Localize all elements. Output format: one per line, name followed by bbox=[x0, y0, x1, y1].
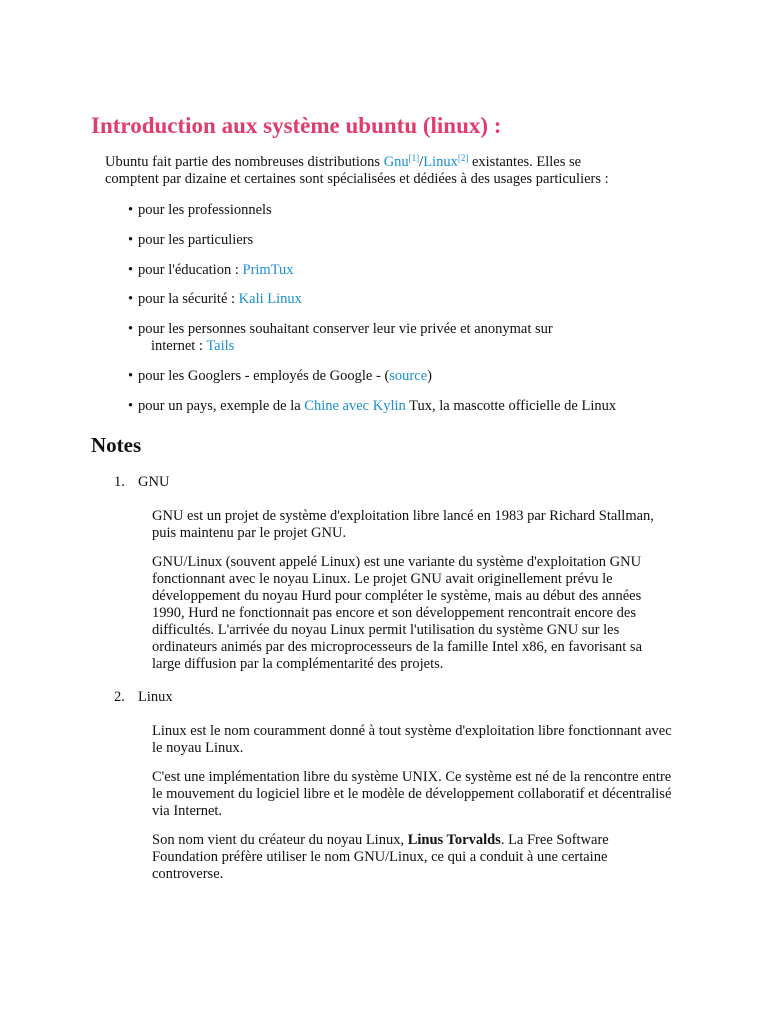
bullet-icon: • bbox=[128, 202, 134, 218]
note-number: 2. bbox=[114, 689, 125, 705]
list-item: • pour l'éducation : PrimTux bbox=[128, 262, 294, 278]
list-item: • pour la sécurité : Kali Linux bbox=[128, 291, 302, 307]
linux-link[interactable]: Linux bbox=[423, 154, 458, 170]
note-1-heading bbox=[114, 474, 169, 491]
gnu-link[interactable]: Gnu bbox=[383, 154, 409, 170]
list-item-continuation: internet : Tails bbox=[151, 338, 235, 354]
slash-text: / bbox=[419, 154, 424, 170]
intro-text: Ubuntu fait partie des nombreuses distributions bbox=[105, 154, 384, 170]
note-2-paragraph-3: Son nom vient du créateur du noyau Linux, Linus Torvalds. La Free Software Foundation préfère utiliser le nom GNU/Linux, ce qui a conduit à une certaine controverse. bbox=[152, 832, 609, 882]
list-item: • pour les personnes souhaitant conserver leur vie privée et anonymat sur internet : Tails bbox=[128, 321, 668, 355]
kali-linux-link[interactable]: Kali Linux bbox=[238, 291, 302, 307]
bullet-icon: • bbox=[128, 321, 134, 337]
note-1-paragraph-1: GNU est un projet de système d'exploitation libre lancé en 1983 par Richard Stallman, puis maintenu par le projet GNU. bbox=[152, 508, 654, 541]
note-1-paragraph-2: GNU/Linux (souvent appelé Linux) est une variante du système d'exploitation GNU fonctionnant avec le noyau Linux. Le projet GNU avait originellement prévu le développement du noyau Hurd pour compléter le système, mais au début des années 1990, Hurd ne fonctionnait pas encore et son développement rencontrait encore des difficultés. L'arrivée du noyau Linux permit l'utilisation du système GNU sur les ordinateurs animés par des microprocesseurs de la famille Intel x86, en favorisant sa large diffusion par la complémentarité des projets. bbox=[152, 554, 643, 672]
list-item: • pour les professionnels bbox=[128, 202, 272, 218]
chine-kylin-link[interactable]: Chine avec Kylin bbox=[304, 398, 406, 414]
source-link[interactable]: source bbox=[389, 368, 428, 384]
note-2-heading bbox=[114, 689, 173, 706]
note-number: 1. bbox=[114, 474, 125, 490]
footnote-1-link[interactable]: [1] bbox=[408, 153, 420, 163]
intro-paragraph bbox=[105, 154, 665, 188]
footnote-2-link[interactable]: [2] bbox=[457, 153, 469, 163]
intro-text-end: existantes. Elles se bbox=[468, 154, 582, 170]
note-2-paragraph-1: Linux est le nom couramment donné à tout système d'exploitation libre fonctionnant avec le noyau Linux. bbox=[152, 723, 672, 756]
bullet-icon: • bbox=[128, 262, 134, 278]
intro-line-2: comptent par dizaine et certaines sont spécialisées et dédiées à des usages particuliers : bbox=[105, 171, 609, 187]
bullet-icon: • bbox=[128, 368, 134, 384]
primtux-link[interactable]: PrimTux bbox=[242, 262, 294, 278]
linus-torvalds-name: Linus Torvalds bbox=[407, 832, 501, 848]
bullet-icon: • bbox=[128, 398, 134, 414]
bullet-icon: • bbox=[128, 232, 134, 248]
list-item: • pour les particuliers bbox=[128, 232, 254, 248]
tails-link[interactable]: Tails bbox=[206, 338, 235, 354]
list-item: • pour les Googlers - employés de Google - (source) bbox=[128, 368, 432, 384]
page-title: Introduction aux système ubuntu (linux) : bbox=[91, 113, 502, 138]
note-label: Linux bbox=[138, 689, 173, 705]
notes-heading: Notes bbox=[91, 433, 142, 457]
note-2-paragraph-2: C'est une implémentation libre du système UNIX. Ce système est né de la rencontre entre le mouvement du logiciel libre et le modèle de développement collaboratif et décentralisé via Internet. bbox=[152, 769, 672, 819]
note-label: GNU bbox=[138, 474, 170, 490]
bullet-icon: • bbox=[128, 291, 134, 307]
list-item: • pour un pays, exemple de la Chine avec Kylin Tux, la mascotte officielle de Linux bbox=[128, 398, 617, 414]
